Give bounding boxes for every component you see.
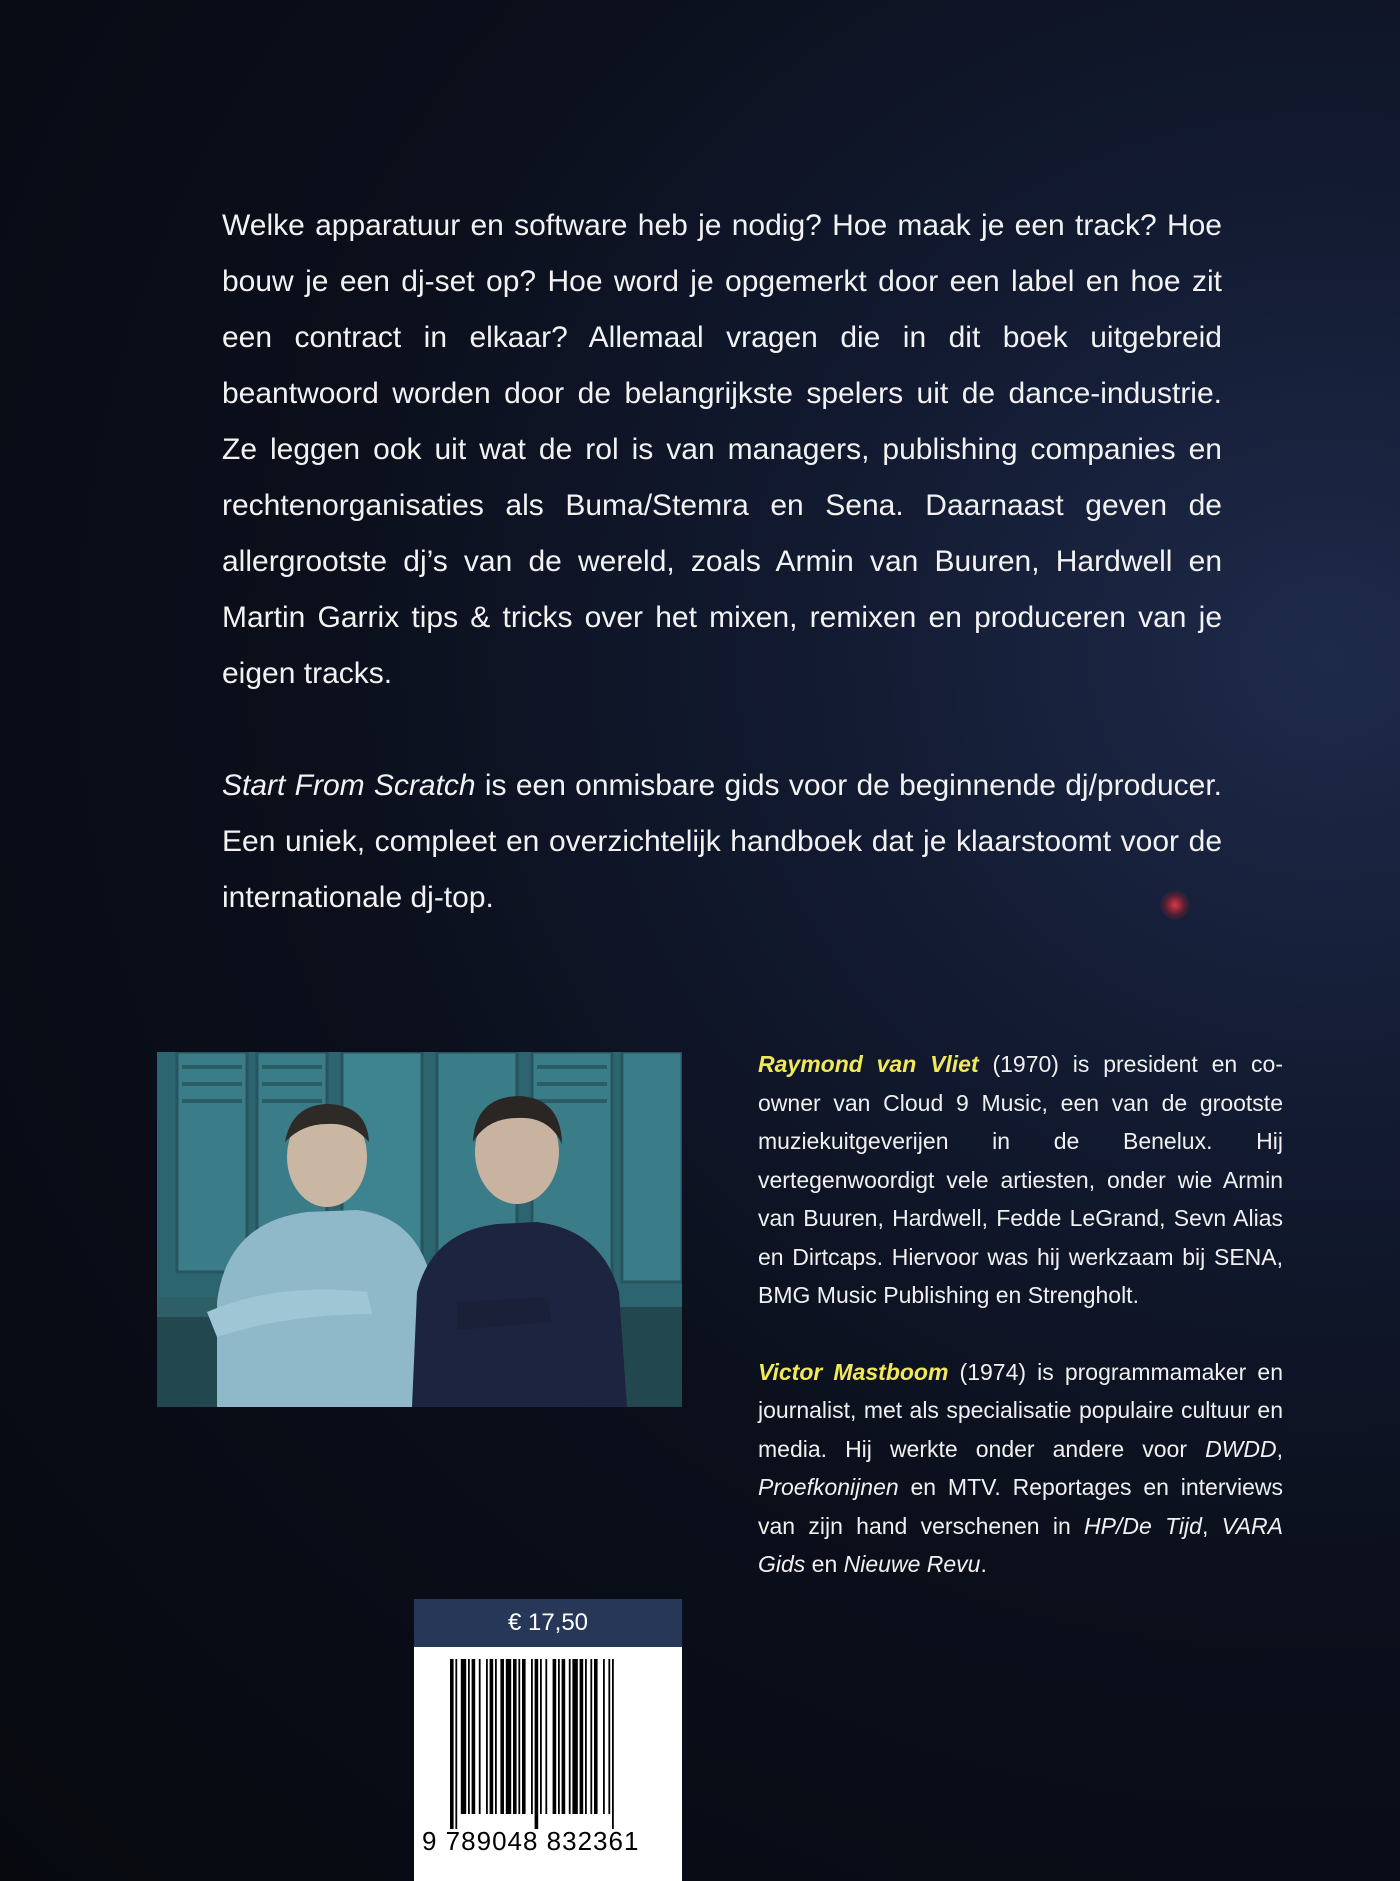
- bio-victor-text-2: en MTV. Reportages en interviews van zijn hand verschenen in: [758, 1474, 1283, 1539]
- barcode-bar: [608, 1659, 610, 1814]
- barcode-bar: [500, 1659, 504, 1814]
- show-dwdd: DWDD: [1205, 1435, 1277, 1462]
- bio-raymond-text: (1970) is president en co-owner van Cloud 9 Music, een van de grootste muziekuitgeverijen in de Benelux. Hij vertegenwoordigt vele artiesten, onder wie Armin van Buuren, Hardwell, Fedde LeGrand, Sevn Alias en Dirtcaps. Hiervoor was hij werkzaam bij SENA, BMG Music Publishing en Strengholt.: [758, 1051, 1283, 1308]
- barcode-bar: [479, 1659, 481, 1814]
- barcode-bar: [455, 1659, 457, 1829]
- author-name-victor: Victor Mastboom: [758, 1358, 949, 1385]
- barcode-bar: [540, 1659, 542, 1814]
- show-proefkonijnen: Proefkonijnen: [758, 1474, 899, 1500]
- price-label: € 17,50: [414, 1599, 682, 1647]
- bio-raymond: [758, 1045, 1283, 1315]
- barcode-bar: [531, 1659, 533, 1814]
- barcode-bar: [590, 1659, 592, 1814]
- barcode-bar: [522, 1659, 526, 1814]
- magazine-nieuwe-revu: Nieuwe Revu: [843, 1551, 981, 1577]
- bio-victor-end: .: [980, 1551, 987, 1577]
- barcode-bar: [468, 1659, 470, 1814]
- bio-victor-text-1: (1974) is programmamaker en journalist, met als specialisatie populaire cultuur en media. Hij werkte onder andere voor: [758, 1358, 1284, 1462]
- blurb-paragraph-2: [222, 758, 1222, 926]
- barcode-bar: [506, 1659, 511, 1814]
- magazine-hp-de-tijd: HP/De Tijd: [1084, 1512, 1202, 1539]
- barcode-bar: [535, 1659, 539, 1829]
- barcode-bar: [461, 1659, 466, 1814]
- barcode-bar: [513, 1659, 517, 1814]
- barcode-bar: [545, 1659, 547, 1814]
- back-cover-blurb: [222, 198, 1222, 926]
- barcode-bar: [486, 1659, 488, 1814]
- author-photo: [157, 1052, 682, 1407]
- blurb-paragraph-2-text: is een onmisbare gids voor de beginnende dj/producer. Een uniek, compleet en overzichtelijk handboek dat je klaarstoomt voor de internationale dj-top.: [222, 769, 1222, 914]
- bio-victor-sep-3: en: [805, 1551, 844, 1577]
- barcode-bar: [612, 1659, 614, 1829]
- barcode: [414, 1647, 682, 1881]
- book-title: Start From Scratch: [222, 769, 476, 802]
- barcode-bar: [580, 1659, 584, 1814]
- magazine-vara-gids: VARA Gids: [758, 1512, 1283, 1577]
- barcode-bar: [450, 1659, 454, 1829]
- barcode-bar: [518, 1659, 520, 1814]
- barcode-bar: [553, 1659, 557, 1814]
- barcode-bar: [594, 1659, 598, 1814]
- barcode-bar: [562, 1659, 566, 1814]
- barcode-bar: [558, 1659, 560, 1814]
- barcode-bar: [472, 1659, 476, 1814]
- bio-victor-sep-1: ,: [1276, 1435, 1283, 1462]
- barcode-bar: [569, 1659, 571, 1814]
- isbn-number: 9 789048 832361: [422, 1826, 640, 1856]
- barcode-bar: [572, 1659, 577, 1814]
- blurb-paragraph-1: Welke apparatuur en software heb je nodig? Hoe maak je een track? Hoe bouw je een dj-set op? Hoe word je opgemerkt door een label en hoe zit een contract in elkaar? Allemaal vragen die in dit boek uitgebreid beantwoord worden door de belangrijkste spelers uit de dance-industrie. Ze leggen ook uit wat de rol is van managers, publishing companies en rechtenorganisaties als Buma/Stemra en Sena. Daarnaast geven de allergrootste dj’s van de wereld, zoals Armin van Buuren, Hardwell en Martin Garrix tips & tricks over het mixen, remixen en produceren van je eigen tracks.: [222, 209, 1222, 690]
- bio-victor-sep-2: ,: [1201, 1512, 1222, 1539]
- bio-victor: [758, 1353, 1283, 1584]
- author-name-raymond: Raymond van Vliet: [758, 1051, 979, 1077]
- author-bios: [758, 1045, 1283, 1584]
- barcode-bar: [585, 1659, 587, 1814]
- barcode-bar: [495, 1659, 497, 1814]
- barcode-bar: [490, 1659, 494, 1814]
- barcode-bar: [603, 1659, 605, 1814]
